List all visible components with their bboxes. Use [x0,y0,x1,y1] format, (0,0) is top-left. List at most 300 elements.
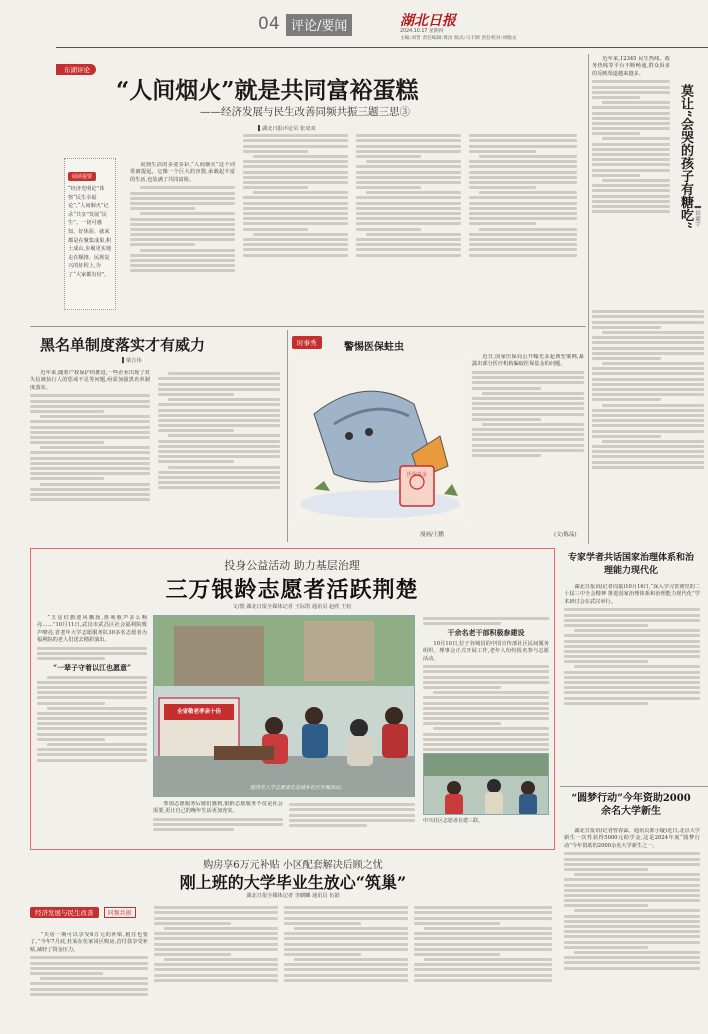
text-line [284,911,408,914]
text-line [243,238,348,241]
blacklist-body-col1 [30,370,150,542]
expert-body-text: 湖北日报讯(记者周嘉)10月16日,“深入学习贯彻党的二十届三中全会精神 推进国家治理体系和治理能力现代化”学术研讨会在武汉举行。 [564,584,700,605]
housing-kicker: 购房享6万元补贴 小区配套解决后顾之忧 [203,860,383,871]
text-line [158,377,280,380]
text-line [30,436,150,439]
text-line [356,165,461,168]
text-line [158,450,280,453]
text-line [153,818,283,821]
lead-body-col4 [469,132,577,312]
text-line [564,640,700,643]
text-line [30,472,150,475]
text-line [30,488,150,491]
text-line [154,922,231,925]
text-line [592,388,704,391]
text-line [130,192,235,195]
text-line [356,202,461,205]
text-line [423,686,501,689]
text-line [414,943,552,946]
text-line [564,634,700,637]
pullquote-box [64,158,116,310]
text-line [424,958,552,961]
text-line [564,852,700,855]
text-line [564,697,700,700]
text-line [564,686,700,689]
text-line [284,974,408,977]
feature-middle-text-2 [289,801,415,847]
text-line [130,238,235,241]
text-line [154,979,278,982]
text-line [423,743,549,746]
text-line [592,409,704,412]
text-line [592,430,704,433]
text-line [592,184,670,187]
text-line [414,932,552,935]
expert-article [560,552,708,784]
text-line [472,438,584,441]
text-line [294,958,408,961]
blacklist-body-col2 [158,370,280,542]
text-line [592,117,670,120]
text-line [158,445,280,448]
text-line [154,917,278,920]
cartoon-credit: (文/陈晶) [554,532,577,538]
text-line [564,676,700,679]
text-line [284,968,408,971]
text-line [469,181,577,184]
text-line [592,132,640,135]
text-line [423,665,549,668]
feature-photo-right-image [424,754,549,815]
seedling-article [560,792,708,1032]
text-line [243,196,348,199]
commentary-tag: 东湖评论 [56,64,96,75]
text-line [592,210,670,213]
text-line [158,424,280,427]
lead-byline: ▌湖北日报评论员 张双双 [258,126,316,132]
housing-tag-block [30,900,148,928]
text-line [37,717,147,720]
text-line [284,937,408,940]
text-line [592,315,704,318]
text-line [414,937,552,940]
header-rule [56,47,708,48]
text-line [243,254,348,257]
expert-title: 专家学者共话国家治理体系和治理能力现代化 [567,553,694,576]
text-line [423,681,549,684]
text-line [356,248,461,251]
text-line [37,647,147,650]
text-line [356,243,461,246]
text-line [37,652,147,655]
text-line [592,461,704,464]
text-line [472,376,584,379]
text-line [30,462,150,465]
text-line [158,455,280,458]
text-line [154,906,278,909]
text-line [356,207,461,210]
text-line [564,624,648,627]
text-line [37,712,147,715]
text-line [154,937,278,940]
text-line [356,155,421,158]
text-line [253,233,348,236]
text-line [414,917,552,920]
text-line [243,134,348,137]
text-line [592,205,670,208]
text-line [469,248,577,251]
lead-subtitle: ——经济发展与民生改善同频共振三题三思③ [200,106,410,118]
text-line [592,200,670,203]
text-line [564,956,700,959]
text-line [40,483,150,486]
text-line [592,352,704,355]
text-line [564,671,700,674]
text-line [574,951,700,954]
blacklist-byline: ▌梁吉伟 [122,358,142,364]
text-line [602,101,670,104]
text-line [469,243,577,246]
text-line [40,415,150,418]
text-line [130,269,235,272]
text-line [602,362,704,365]
text-line [592,424,704,427]
text-line [40,977,148,980]
text-line [243,212,348,215]
seedling-body-text: 湖北日报讯(记者曾春霖、通讯员郭小璇)近日,北京大学新生一次性获得5000元助学金,这是2024年度“圆梦行动”今年资助的2000余名大学新生之一。 [564,828,700,849]
text-line [356,217,461,220]
text-line [564,930,700,933]
housing-article [30,852,556,1032]
text-line [423,748,549,751]
text-line [472,444,584,447]
text-line [564,863,700,866]
housing-subtag: 同频共振 [104,907,136,918]
expert-body [564,584,700,782]
text-line [472,402,584,405]
text-line [433,727,549,730]
text-line [37,696,147,699]
feature-middle-text-content: 参加志愿服务后她们感到,银龄志愿服务不仅是社会需要,更让自己的晚年生活更加充实。 [153,801,283,815]
text-line [168,466,280,469]
housing-body-col3 [284,904,408,1030]
text-line [564,894,700,897]
text-line [154,948,278,951]
text-line [130,202,235,205]
text-line [414,953,500,956]
text-line [414,979,552,982]
text-line [592,393,704,396]
text-line [564,614,700,617]
text-line [469,134,577,137]
text-line [472,371,584,374]
text-line [37,722,147,725]
feature-title: 三万银龄志愿者活跃荆楚 [165,577,419,603]
text-line [356,171,461,174]
text-line [414,974,552,977]
blacklist-body-text: 近年来,随着产权保护的推进,一些企业出现了对失信被执行人的惩戒不足等问题,亟需加强黑名单制度落实。 [30,370,150,391]
text-line [592,450,704,453]
text-line [356,145,461,148]
text-line [37,657,105,660]
text-line [356,238,461,241]
text-line [158,393,234,396]
text-line [592,310,704,313]
text-line [574,873,700,876]
text-line [243,248,348,251]
text-line [592,106,670,109]
text-line [284,922,361,925]
text-line [37,733,147,736]
lead-body-col3 [356,132,461,312]
text-line [243,165,348,168]
text-line [289,808,415,811]
text-line [564,858,700,861]
text-line [289,819,415,822]
feature-photo-right [423,753,549,815]
text-line [592,158,670,161]
text-line [154,943,278,946]
text-line [30,962,148,965]
text-line [284,943,408,946]
text-line [366,191,461,194]
text-line [564,889,700,892]
text-line [564,967,700,970]
right-column-title: 莫让“会哭的孩子有糖吃” [678,84,693,229]
text-line [158,460,234,463]
text-line [356,150,461,153]
text-line [574,629,700,632]
text-line [130,197,235,200]
editor-credits: 主编:刘晋 责任编辑:黄汝 版式:马丰源 责任校对:刘晓文 [400,36,517,41]
text-line [168,434,280,437]
text-line [602,137,670,140]
lead-body-col2 [243,132,348,312]
housing-body-text: “买房一期可以享受6万元的补贴,租住也要了。”今年7月底,杜某在伍家岗区购房,首付款享受补贴,减轻了资金压力。 [30,932,148,953]
text-line [564,935,700,938]
text-line [592,357,661,360]
text-line [289,824,367,827]
text-line [592,419,704,422]
lead-body-col1 [130,162,235,312]
text-line [472,418,541,421]
text-line [469,207,577,210]
text-line [158,476,280,479]
text-line [30,405,150,408]
text-line [564,878,700,881]
text-line [564,925,700,928]
text-line [564,884,700,887]
text-line [356,228,421,231]
text-line [564,691,700,694]
housing-tag: 经济发展与民生改善 [30,907,99,918]
text-line [30,498,150,501]
text-line [154,963,278,966]
lead-body-text: 说到生活的多姿多彩,“人间烟火”这个词常被提起。它像一个巨大的容器,承载起丰富的生活,也装满了共同富裕。 [130,162,235,183]
text-line [592,341,704,344]
text-line [602,440,704,443]
text-line [37,748,147,751]
lead-title: “人间烟火”就是共同富裕蛋糕 [116,77,419,104]
housing-body-col1 [30,932,148,1030]
text-line [564,660,648,663]
page-number: 04 [258,14,280,34]
text-line [423,702,549,705]
cartoon-rule [287,330,288,542]
text-line [140,186,235,189]
feature-photo-banner: 全省敬老孝亲十佳 [176,709,221,715]
text-line [30,400,150,403]
seedling-title: “圆梦行动”今年资助2000余名大学新生 [571,793,691,817]
text-line [37,753,147,756]
cartoon-sign-text: 医保基金 [406,472,427,478]
text-line [158,388,280,391]
text-line [592,347,704,350]
text-line [30,457,150,460]
feature-byline: 文/图 湖北日报全媒体记者 王际凯 通讯员 赵欣 王松 [232,604,352,610]
feature-box [30,548,555,850]
feature-photo-caption: 屋湾老人学志愿者走进城乡社区开展活动。 [250,785,346,791]
text-line [30,451,150,454]
text-line [140,212,235,215]
text-line [243,228,308,231]
text-line [158,414,280,417]
text-line [284,906,408,909]
text-line [164,958,278,961]
blacklist-title: 黑名单制度落实才有威力 [40,336,206,354]
text-line [469,222,536,225]
text-line [602,179,670,182]
text-line [253,155,348,158]
text-line [154,932,278,935]
text-line [469,202,577,205]
text-line [469,139,577,142]
text-line [30,956,148,959]
text-line [154,953,231,956]
text-line [284,948,408,951]
text-line [469,196,577,199]
text-line [130,207,195,210]
text-line [592,336,704,339]
text-line [356,222,461,225]
text-line [37,691,147,694]
text-line [469,171,577,174]
text-line [592,383,704,386]
section-label: 评论/要闻 [286,14,352,36]
text-line [284,917,408,920]
text-line [472,381,584,384]
feature-photo [153,615,415,797]
text-line [356,196,461,199]
text-line [469,150,536,153]
text-line [469,145,577,148]
text-line [469,212,577,215]
text-line [564,650,700,653]
text-line [158,471,280,474]
text-line [592,321,704,324]
text-line [168,398,280,401]
text-line [592,174,640,177]
text-line [564,904,648,907]
text-line [130,264,235,267]
text-line [30,493,150,496]
text-line [243,139,348,142]
text-line [37,759,147,762]
text-line [472,397,584,400]
text-line [366,233,461,236]
text-line [564,619,700,622]
text-line [130,218,235,221]
text-line [592,326,661,329]
text-line [130,254,235,257]
text-line [153,828,234,831]
feature-lead-text: “五星红旗迎风飘扬,胜利歌声多么响亮……”10月11日,武汉市武昌区社会福利院歌声嘹亮,省老年大学志愿服务队30多名志愿者为福利院的老人们送去精彩演出。 [37,615,147,644]
text-line [592,372,704,375]
text-line [158,440,280,443]
text-line [564,868,648,871]
text-line [564,915,700,918]
cartoon-title: 警惕医保蛀虫 [344,342,404,353]
text-line [592,398,661,401]
text-line [40,446,150,449]
text-line [284,979,408,982]
cartoon-caption: 漫画/王鹏 [420,532,444,538]
text-line [37,686,147,689]
text-line [243,160,348,163]
feature-left-text [37,615,147,847]
text-line [592,112,670,115]
text-line [158,409,280,412]
text-line [356,212,461,215]
text-line [158,481,280,484]
text-line [564,702,648,705]
feature-subhead-1: “一辈子守着以江也愿意” [52,663,132,673]
text-line [592,435,661,438]
text-line [284,932,408,935]
feature-kicker: 投身公益活动 助力基层治理 [224,559,360,572]
text-line [243,222,348,225]
text-line [574,909,700,912]
text-line [472,428,584,431]
housing-body-col4 [414,904,552,1030]
text-line [472,413,584,416]
feature-middle-text [153,801,283,847]
text-line [414,968,552,971]
text-line [414,922,500,925]
text-line [289,803,415,806]
text-line [284,963,408,966]
text-line [243,186,308,189]
text-line [469,238,577,241]
text-line [592,169,670,172]
text-line [243,171,348,174]
text-line [423,712,549,715]
text-line [423,696,549,699]
text-line [469,233,577,236]
text-line [592,143,670,146]
cartoon-image [294,354,466,526]
text-line [423,738,549,741]
text-line [47,707,147,710]
right-column-article [592,56,708,544]
seedling-body [564,828,700,1028]
text-line [592,189,670,192]
text-line [592,153,670,156]
text-line [564,608,700,611]
housing-title: 刚上班的大学毕业生放心“筑巢” [179,873,407,892]
right-column-byline: ▌田豪宇 [694,206,700,227]
text-line [158,419,280,422]
